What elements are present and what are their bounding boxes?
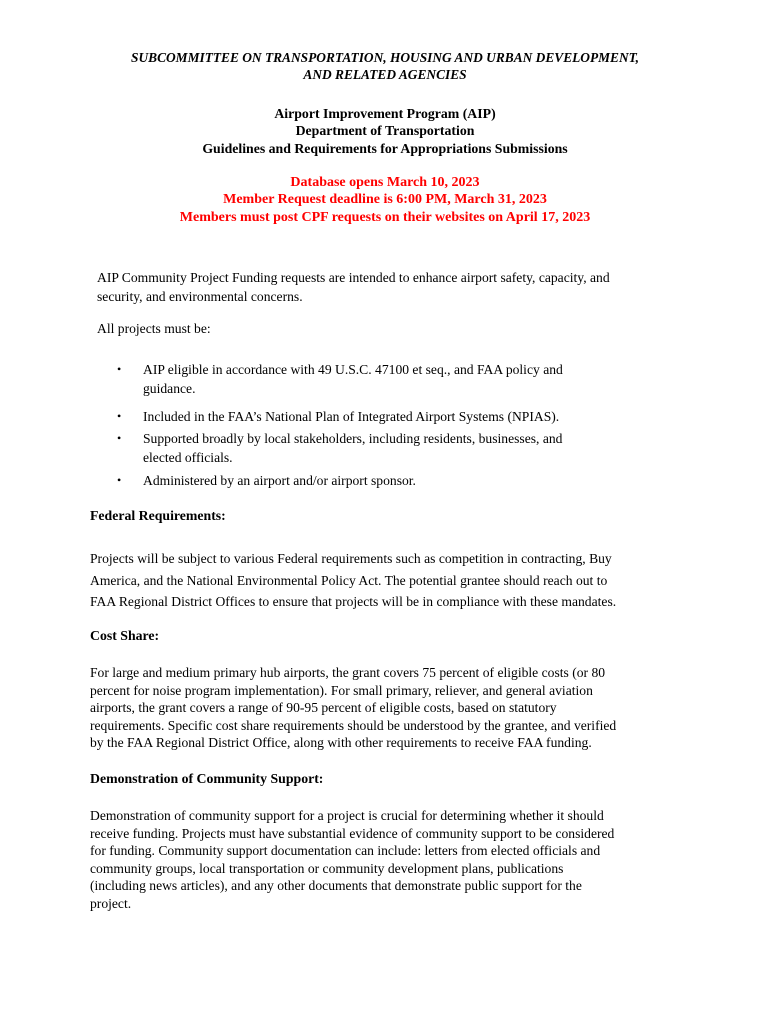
request-deadline-date: Member Request deadline is 6:00 PM, March 31, 2023 <box>223 192 547 208</box>
intro-line-1: AIP Community Project Funding requests are intended to enhance airport safety, capacity, and <box>97 270 610 285</box>
list-item: • Included in the FAA’s National Plan of Integrated Airport Systems (NPIAS). <box>117 409 560 424</box>
committee-line-2: AND RELATED AGENCIES <box>303 67 467 82</box>
key-dates-block <box>60 174 710 226</box>
federal-requirements-paragraph: Projects will be subject to various Federal requirements such as competition in contracting, Buy America, and the National Environmental Policy Act. The potential grantee should reach out to FAA Regional District Offices to ensure that projects will be in compliance with these mandates. <box>90 551 617 609</box>
intro-line-2: security, and environmental concerns. <box>97 288 303 304</box>
post-requests-date: Members must post CPF requests on their websites on April 17, 2023 <box>179 209 591 225</box>
federal-requirements-heading: Federal Requirements: <box>90 508 226 523</box>
document-title-block <box>60 105 710 157</box>
list-item: • Supported broadly by local stakeholders, including residents, businesses, and elected officials. <box>117 431 563 465</box>
all-projects-label: All projects must be: <box>97 321 211 336</box>
list-item: • AIP eligible in accordance with 49 U.S.C. 47100 et seq., and FAA policy and guidance. <box>117 362 563 396</box>
list-item: • Administered by an airport and/or airport sponsor. <box>117 473 416 488</box>
intro-paragraph <box>97 269 687 306</box>
bullet-icon: • <box>117 362 122 376</box>
bullet-icon: • <box>117 473 122 487</box>
database-opens-date: Database opens March 10, 2023 <box>290 175 480 190</box>
committee-line-1: SUBCOMMITTEE ON TRANSPORTATION, HOUSING AND URBAN DEVELOPMENT, <box>131 50 639 65</box>
community-support-heading: Demonstration of Community Support: <box>90 771 324 786</box>
cost-share-paragraph: For large and medium primary hub airports, the grant covers 75 percent of eligible costs (or 80 percent for noise program implementation). For small primary, reliever, and general aviation airports, the grant covers a range of 90-95 percent of eligible costs, based on statutory requirements. Specific cost share requirements should be understood by the grantee, and verified by the FAA Regional District Office, along with other requirements to receive FAA funding. <box>90 665 617 750</box>
committee-heading <box>60 49 710 83</box>
bullet-icon: • <box>117 409 122 423</box>
bullet-icon: • <box>117 431 122 445</box>
eligibility-list <box>0 360 770 490</box>
guidelines-title: Guidelines and Requirements for Appropriations Submissions <box>202 140 568 156</box>
cost-share-heading: Cost Share: <box>90 628 160 643</box>
department-title: Department of Transportation <box>295 123 475 139</box>
program-title: Airport Improvement Program (AIP) <box>274 106 496 121</box>
community-support-paragraph: Demonstration of community support for a project is crucial for determining whether it should receive funding. Projects must have substantial evidence of community support to be considered for funding. Community support documentation can include: letters from elected officials and community groups, local transportation or community development plans, publications (including news articles), and any other documents that demonstrate public support for the project. <box>90 808 615 911</box>
